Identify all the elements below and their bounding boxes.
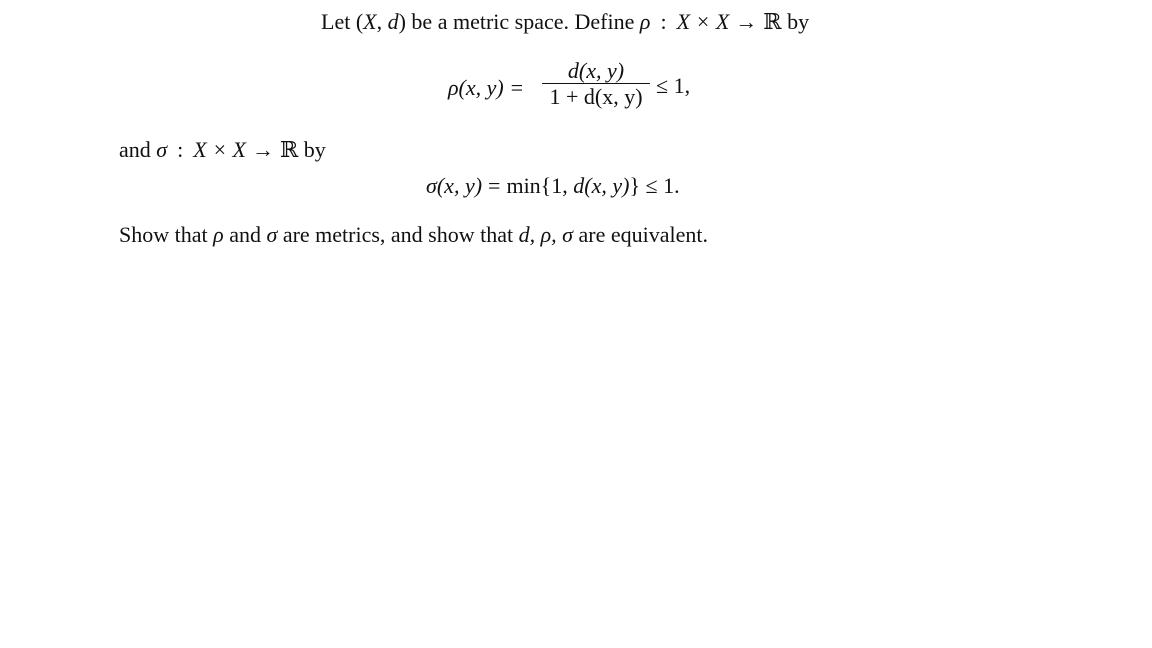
text-and: and bbox=[119, 137, 157, 162]
text-let: Let ( bbox=[321, 9, 364, 34]
text-metric-space: ) be a metric space. Define bbox=[398, 9, 640, 34]
text-by: by bbox=[781, 9, 810, 34]
colon: : bbox=[177, 137, 184, 162]
eq1-denominator: 1 + d(x, y) bbox=[549, 84, 643, 109]
eq2-d: d(x, y) bbox=[573, 173, 630, 198]
statement-line-2 bbox=[119, 139, 326, 161]
text-are-metrics: are metrics, and show that bbox=[277, 222, 519, 247]
symbol-sigma: σ bbox=[266, 222, 278, 247]
symbol-d: d bbox=[387, 9, 399, 34]
text-are-equivalent: are equivalent. bbox=[573, 222, 709, 247]
eq1-lhs: ρ(x, y) = bbox=[448, 75, 525, 100]
metrics-list: d, ρ, σ bbox=[518, 222, 574, 247]
eq1-numerator: d(x, y) bbox=[567, 58, 625, 83]
text-comma: , bbox=[376, 9, 388, 34]
eq2-min-close: } ≤ 1. bbox=[629, 173, 680, 198]
text-by: by bbox=[298, 137, 326, 162]
statement-line-1 bbox=[321, 11, 809, 33]
eq1-fraction bbox=[540, 58, 652, 109]
eq2-lhs: σ(x, y) bbox=[426, 173, 483, 198]
arrow-symbol: → bbox=[735, 9, 758, 34]
symbol-X: X bbox=[363, 9, 377, 34]
symbol-rho: ρ bbox=[639, 9, 651, 34]
arrow-symbol: → bbox=[251, 137, 274, 162]
eq2 bbox=[426, 175, 680, 197]
colon: : bbox=[660, 9, 667, 34]
symbol-sigma: σ bbox=[156, 137, 168, 162]
domain-product: X × X bbox=[676, 9, 730, 34]
text-and: and bbox=[223, 222, 267, 247]
eq2-min-open: min{1, bbox=[506, 173, 574, 198]
text-show-that: Show that bbox=[119, 222, 214, 247]
reals-symbol: ℝ bbox=[279, 137, 299, 162]
eq1-rhs: ≤ 1, bbox=[656, 73, 691, 98]
symbol-rho: ρ bbox=[213, 222, 224, 247]
domain-product: X × X bbox=[193, 137, 246, 162]
statement-line-3 bbox=[119, 224, 708, 246]
eq2-equals: = bbox=[488, 173, 501, 198]
reals-symbol: ℝ bbox=[763, 9, 782, 34]
